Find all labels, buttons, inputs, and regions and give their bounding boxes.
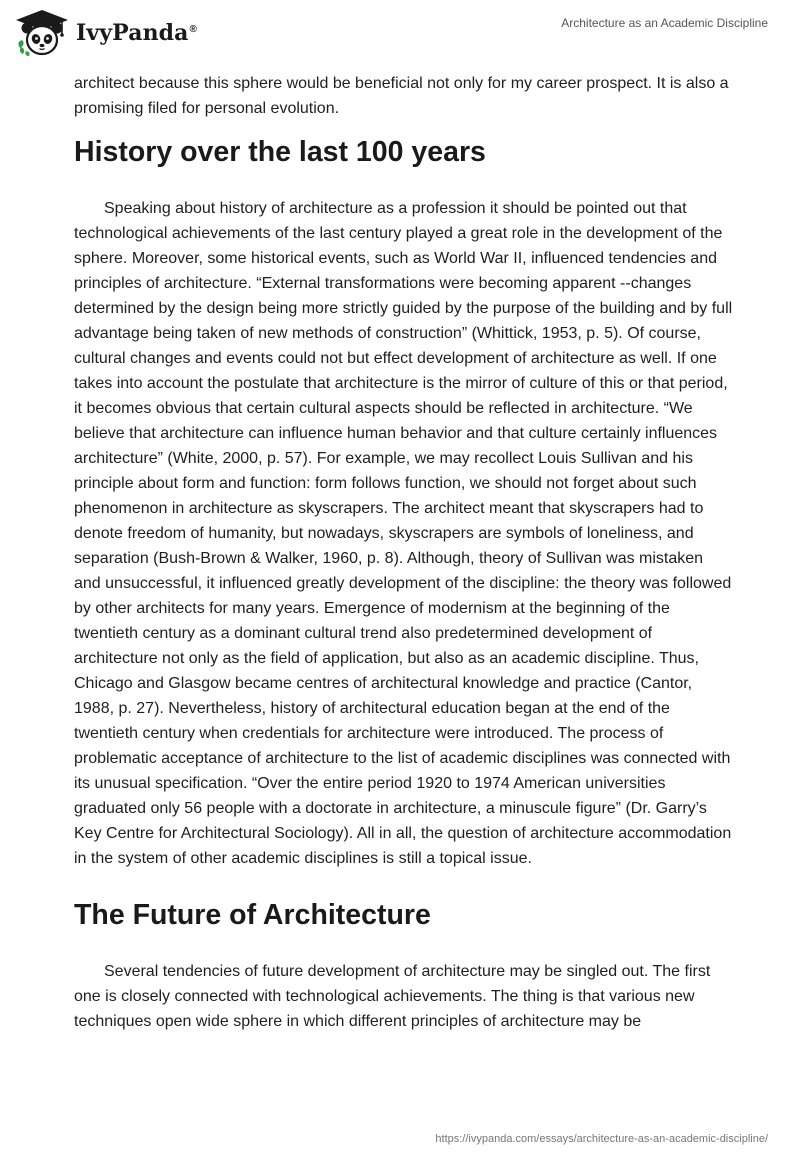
intro-paragraph: architect because this sphere would be beneficial not only for my career prospect. It is also a promising filed for personal evolution. (74, 75, 729, 117)
future-paragraph: Several tendencies of future development of architecture may be singled out. The first one is closely connected with technological achievements. The thing is that various new techniques open wide sphere in which different principles of architecture may be (74, 963, 711, 1030)
essay-body (74, 71, 734, 1034)
source-url-link[interactable]: https://ivypanda.com/essays/architecture-as-an-academic-discipline/ (435, 1133, 768, 1145)
document-title: Architecture as an Academic Discipline (561, 16, 768, 30)
page-header (0, 0, 800, 64)
brand-name: IvyPanda® (76, 20, 197, 46)
panda-graduation-cap-icon (14, 8, 70, 58)
section-heading-future: The Future of Architecture (74, 899, 431, 931)
ivypanda-logo[interactable] (14, 8, 197, 58)
history-paragraph: Speaking about history of architecture as a profession it should be pointed out that technological achievements of the last century played a great role in the development of the sphere. Moreover, some historical events, such as World War II, influenced tendencies and principles of architecture. “External transformations were becoming apparent --changes determined by the design being more strictly guided by the purpose of the building and by full advantage being taken of new methods of construction” (Whittick, 1953, p. 5). Of course, cultural changes and events could not but effect development of architecture as well. If one takes into account the postulate that architecture is the mirror of culture of this or that period, it becomes obvious that certain cultural aspects should be reflected in architecture. “We believe that architecture can influence human behavior and that culture certainly influences architecture” (White, 2000, p. 57). For example, we may recollect Louis Sullivan and his principle about form and function: form follows function, we should not forget about such phenomenon in architecture as skyscrapers. The architect meant that skyscrapers had to denote freedom of humanity, but nowadays, skyscrapers are symbols of loneliness, and separation (Bush-Brown & Walker, 1960, p. 8). Although, theory of Sullivan was mistaken and unsuccessful, it influenced greatly development of the discipline: the theory was followed by other architects for many years. Emergence of modernism at the beginning of the twentieth century as a dominant cultural trend also predetermined development of architecture not only as the field of application, but also as an academic discipline. Thus, Chicago and Glasgow became centres of architectural knowledge and practice (Cantor, 1988, p. 27). Nevertheless, history of architectural education began at the end of the twentieth century when credentials for architecture were introduced. The process of problematic acceptance of architecture to the list of academic disciplines was connected with its unusual specification. “Over the entire period 1920 to 1974 American universities graduated only 56 people with a doctorate in architecture, a minuscule figure” (Dr. Garry’s Key Centre for Architectural Sociology). All in all, the question of architecture accommodation in the system of other academic disciplines is still a topical issue. (74, 200, 733, 867)
section-heading-history: History over the last 100 years (74, 136, 486, 168)
